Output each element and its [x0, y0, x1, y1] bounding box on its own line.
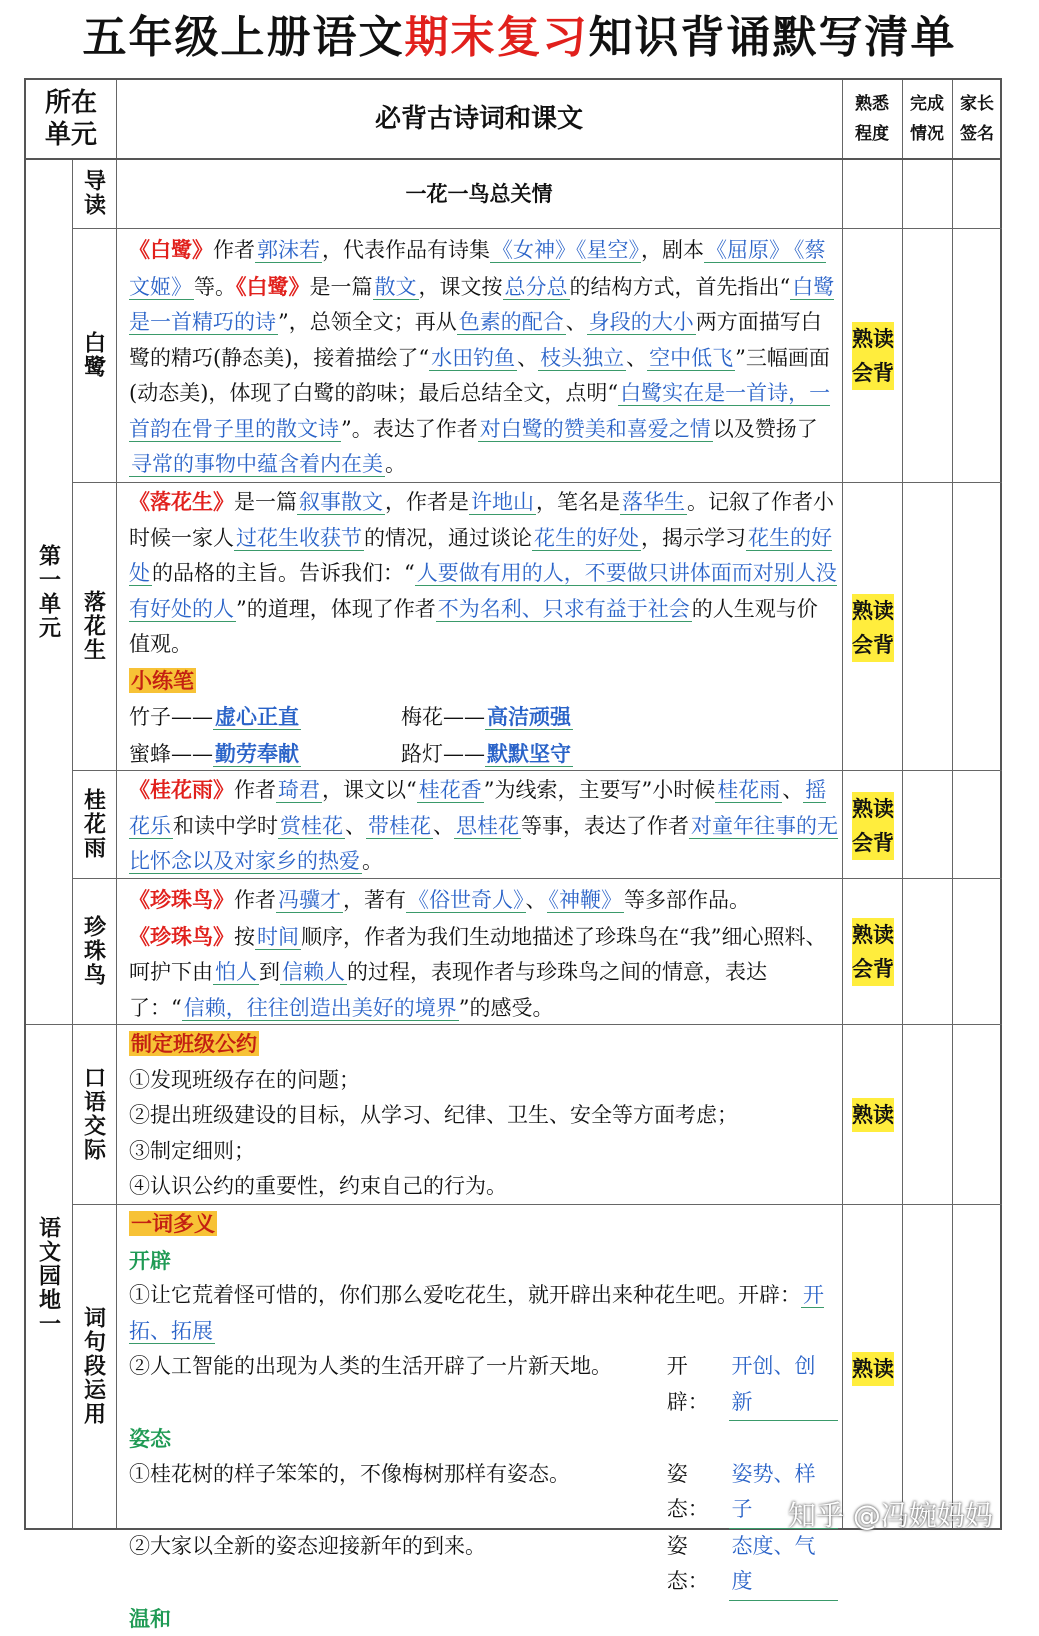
unit-label-garden: 语文园地一 — [35, 1216, 62, 1336]
practice-row: 竹子——虚心正直 梅花——高洁顽强 — [129, 704, 571, 729]
header-parent: 家长签名 — [960, 94, 994, 144]
practice-row: 蜜蜂——勤劳奉献 路灯——默默坚守 — [129, 740, 571, 766]
lesson-label-ciju: 词句段运用 — [80, 1306, 107, 1426]
lesson-label-daodu: 导读 — [80, 169, 107, 217]
ciju-content: 一词多义 开辟 ①让它荒着怪可惜的，你们那么爱吃花生，就开辟出来种花生吧。开辟：开拓、拓展 ②人工智能的出现为人类的生活开辟了一片新天地。 开辟： 开创、创新 姿态 ①桂花树的样子笨笨的，不像梅树那样有姿态。 姿态： 姿势、样子 ②大家以全新的姿态迎接新年的到来。 姿态： 态度、气度 温和 — [125, 1206, 842, 1636]
title-part: 五年级上册语文 — [82, 12, 405, 63]
kouyu-content: 制定班级公约 ①发现班级存在的问题； ②提出班级建设的目标，从学习、纪律、卫生、安全等方面考虑； ③制定细则； ④认识公约的重要性，约束自己的行为。 — [129, 1031, 738, 1198]
review-table — [24, 78, 1002, 1631]
luohuasheng-content: 《落花生》是一篇叙事散文，作者是许地山，笔名是落华生。记叙了作者小时候一家人过花生收获节的情况，通过谈论花生的好处，揭示学习花生的好处的品格的主旨。告诉我们：“人要做有用的人，不要做只讲体面而对别人没有好处的人”的道理，体现了作者不为名利、只求有益于社会的人生观与价值观。 小练笔 竹子——虚心正直 梅花——高洁顽强 蜜蜂——勤劳奉献 路灯——默默坚守 — [125, 484, 842, 772]
header-main: 必背古诗词和课文 — [374, 104, 583, 134]
page-title — [0, 6, 1039, 70]
header-done: 完成情况 — [910, 94, 944, 144]
status-badge: 熟读会背 — [852, 918, 894, 986]
daodu-text: 一花一鸟总关情 — [405, 181, 553, 206]
title-part: 知识背诵默写清单 — [588, 12, 957, 63]
topic-tag: 制定班级公约 — [131, 1031, 257, 1056]
lesson-label-bailu: 白鹭 — [80, 331, 107, 379]
title-highlight: 期末复习 — [404, 12, 589, 63]
guihuayu-content: 《桂花雨》作者琦君，课文以“桂花香”为线索，主要写”小时候桂花雨、摇花乐和读中学时赏桂花、带桂花、思桂花等事，表达了作者对童年往事的无比怀念以及对家乡的热爱。 — [129, 777, 838, 873]
lesson-label-zhenzhuniao: 珍珠鸟 — [80, 915, 107, 987]
lesson-label-guihuayu: 桂花雨 — [80, 788, 107, 860]
lesson-label-kouyu: 口语交际 — [80, 1066, 107, 1162]
bailu-content: 《白鹭》作者郭沫若，代表作品有诗集《女神》《星空》，剧本《屈原》 《蔡文姬》等。《白鹭》是一篇散文，课文按总分总的结构方式，首先指出“白鹭是一首精巧的诗”，总领全文；再从色素的配合、身段的大小两方面描写白鹭的精巧(静态美)，接着描绘了“水田钓鱼、枝头独立、空中低飞”三幅画面(动态美)，体现了白鹭的韵味；最后总结全文，点明“白鹭实在是一首诗，一首韵在骨子里的散文诗”。表达了作者对白鹭的赞美和喜爱之情以及赞扬了寻常的事物中蕴含着内在美。 — [129, 237, 835, 476]
unit-label-1: 第一单元 — [35, 544, 62, 640]
status-badge: 熟读会背 — [852, 594, 894, 662]
zhenzhuniao-content: 《珍珠鸟》作者冯骥才，著有《俗世奇人》、《神鞭》等多部作品。 《珍珠鸟》按时间顺序，作者为我们生动地描述了珍珠鸟在“我”细心照料、呵护下由怕人到信赖人的过程，表现作者与珍珠鸟之间的情意，表达了：“信赖，往往创造出美好的境界”的感受。 — [129, 887, 827, 1020]
header-familiar: 熟悉程度 — [855, 94, 889, 144]
header-unit: 所在单元 — [44, 88, 97, 150]
practice-tag: 小练笔 — [131, 667, 194, 693]
status-badge: 熟读 — [852, 1098, 894, 1132]
status-badge: 熟读会背 — [852, 322, 894, 390]
status-badge: 熟读 — [852, 1352, 894, 1386]
status-badge: 熟读会背 — [852, 792, 894, 860]
watermark: 知乎 @冯婉妈妈 — [788, 1499, 993, 1532]
lesson-label-luohuasheng: 落花生 — [80, 590, 107, 662]
topic-tag: 一词多义 — [131, 1211, 215, 1236]
